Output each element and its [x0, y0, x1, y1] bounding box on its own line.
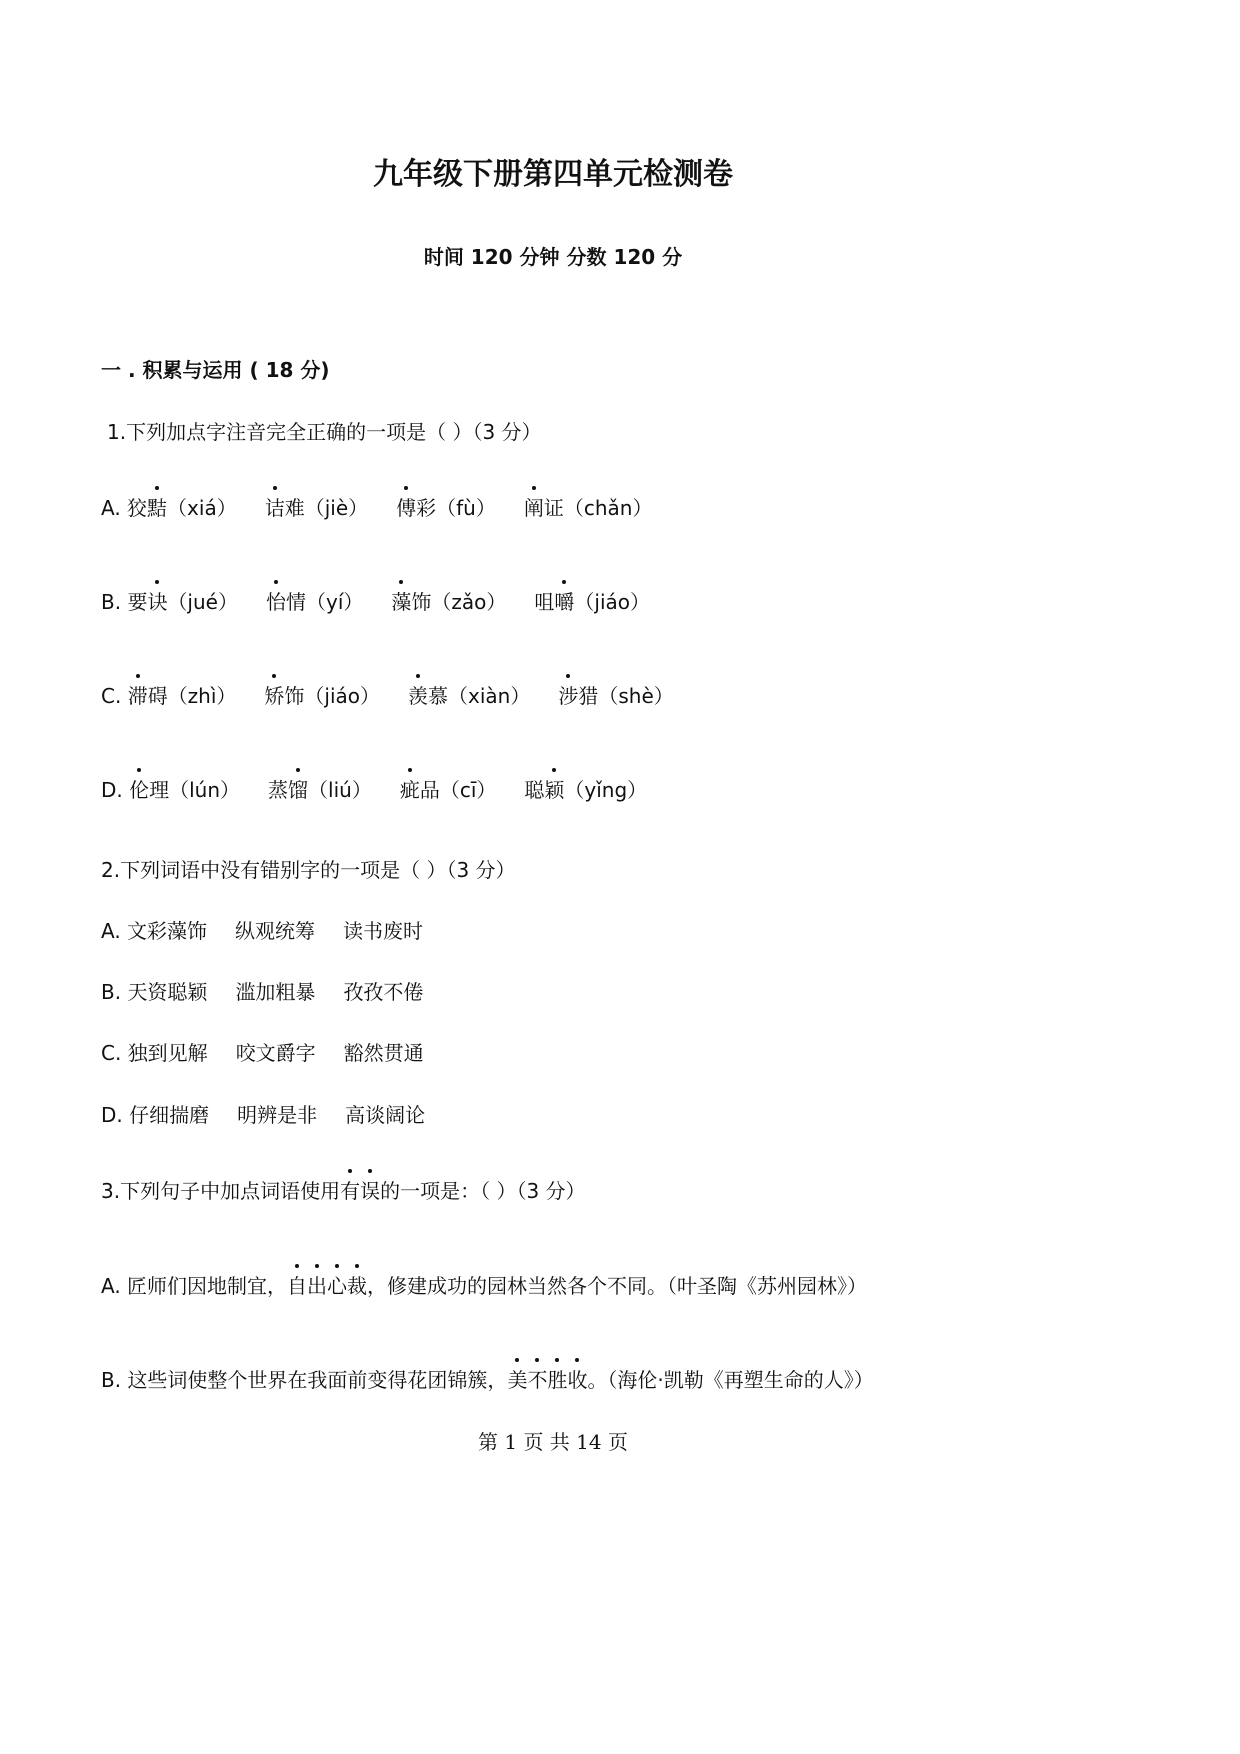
dotted-char: 羡	[408, 684, 429, 708]
char: 咀	[534, 590, 555, 614]
option-label: A.	[101, 1274, 121, 1298]
char: 猎	[578, 684, 599, 708]
pinyin: （jué）	[167, 590, 238, 614]
question-3-stem	[101, 1181, 586, 1201]
word-item	[127, 592, 238, 612]
option-label: C.	[101, 1041, 122, 1065]
dotted-char: 裁	[347, 1274, 368, 1298]
dotted-char: 嚼	[554, 590, 575, 614]
sentence-text: 这些词使整个世界在我面前变得花团锦簇，	[127, 1368, 508, 1392]
stem-text: 的一项是：（ ）（3 分）	[380, 1179, 586, 1203]
char: 品	[419, 778, 440, 802]
exam-info: 时间 120 分钟 分数 120 分	[423, 245, 683, 269]
pinyin: （zǎo）	[431, 590, 507, 614]
sentence-text: ，修建成功的园林当然各个不同。（叶圣陶《苏州园林》）	[367, 1274, 868, 1298]
dotted-char: 黠	[147, 496, 168, 520]
word-item: 纵观统筹	[235, 919, 316, 943]
option-d	[101, 780, 647, 800]
pinyin: （cī）	[439, 778, 497, 802]
option-c	[101, 1043, 424, 1063]
page-title: 九年级下册第四单元检测卷	[373, 157, 733, 192]
word-item	[129, 780, 240, 800]
word-item: 仔细揣磨	[129, 1103, 210, 1127]
option-label: A.	[101, 496, 121, 520]
option-label: B.	[101, 590, 122, 614]
question-1-stem: 1.下列加点字注音完全正确的一项是（ ）（3 分）	[107, 420, 542, 444]
section-heading: 一 . 积累与运用 ( 18 分)	[101, 358, 330, 382]
word-item: 文彩藻饰	[127, 919, 208, 943]
pinyin: （jiè）	[304, 496, 369, 520]
pinyin: （xiá）	[167, 496, 237, 520]
word-item: 豁然贯通	[343, 1041, 424, 1065]
dotted-char: 收	[567, 1368, 588, 1392]
pinyin: （lún）	[169, 778, 241, 802]
word-item	[268, 780, 372, 800]
char: 饰	[284, 684, 305, 708]
word-item: 独到见解	[127, 1041, 208, 1065]
option-label: B.	[101, 980, 122, 1004]
sentence-text: 。（海伦·凯勒《再塑生命的人》）	[587, 1368, 874, 1392]
dotted-char: 傅	[396, 496, 417, 520]
dotted-char: 怡	[265, 590, 286, 614]
pinyin: （yǐng）	[564, 778, 648, 802]
option-label: D.	[101, 1103, 123, 1127]
dotted-char: 有	[340, 1179, 361, 1203]
pinyin: （jiáo）	[304, 684, 381, 708]
pinyin: （zhì）	[167, 684, 237, 708]
pinyin: （fù）	[436, 496, 496, 520]
option-a	[101, 1276, 867, 1296]
dotted-char: 疵	[399, 778, 420, 802]
option-c	[101, 686, 674, 706]
pinyin: （xiàn）	[448, 684, 531, 708]
dotted-char: 矫	[264, 684, 285, 708]
char: 饰	[411, 590, 432, 614]
word-item	[266, 592, 363, 612]
option-d	[101, 1105, 425, 1125]
word-item	[400, 780, 497, 800]
option-label: C.	[101, 684, 122, 708]
word-item: 读书废时	[343, 919, 424, 943]
option-label: A.	[101, 919, 121, 943]
word-item	[524, 498, 653, 518]
dotted-char: 美	[507, 1368, 528, 1392]
word-item	[524, 780, 647, 800]
question-2-stem: 2.下列词语中没有错别字的一项是（ ）（3 分）	[101, 858, 516, 882]
option-b	[101, 982, 423, 1002]
word-item	[265, 498, 368, 518]
dotted-char: 滞	[127, 684, 148, 708]
dotted-char: 不	[527, 1368, 548, 1392]
word-item	[391, 592, 506, 612]
char: 证	[543, 496, 564, 520]
char: 情	[285, 590, 306, 614]
word-item	[127, 498, 237, 518]
dotted-char: 藻	[391, 590, 412, 614]
char: 理	[149, 778, 170, 802]
page-footer: 第 1 页 共 14 页	[478, 1430, 628, 1454]
option-a	[101, 921, 423, 941]
option-label: B.	[101, 1368, 122, 1392]
dotted-char: 馏	[288, 778, 309, 802]
option-label: D.	[101, 778, 123, 802]
char: 蒸	[268, 778, 289, 802]
word-item: 高谈阔论	[345, 1103, 426, 1127]
option-a	[101, 498, 652, 518]
dotted-char: 自	[287, 1274, 308, 1298]
word-item	[558, 686, 673, 706]
pinyin: （liú）	[308, 778, 372, 802]
dotted-char: 出	[307, 1274, 328, 1298]
char: 聪	[524, 778, 545, 802]
option-b	[101, 592, 650, 612]
pinyin: （chǎn）	[563, 496, 653, 520]
dotted-char: 胜	[547, 1368, 568, 1392]
dotted-char: 诀	[147, 590, 168, 614]
word-item	[396, 498, 496, 518]
char: 彩	[416, 496, 437, 520]
dotted-char: 伦	[129, 778, 150, 802]
dotted-char: 心	[327, 1274, 348, 1298]
option-b	[101, 1370, 874, 1390]
word-item	[534, 592, 650, 612]
word-item	[128, 686, 237, 706]
char: 慕	[428, 684, 449, 708]
char: 狡	[127, 496, 148, 520]
word-item: 明辨是非	[237, 1103, 318, 1127]
char: 难	[284, 496, 305, 520]
char: 要	[127, 590, 148, 614]
dotted-char: 涉	[558, 684, 579, 708]
dotted-char: 阐	[523, 496, 544, 520]
word-item	[408, 686, 530, 706]
sentence-text: 匠师们因地制宜，	[127, 1274, 288, 1298]
pinyin: （jiáo）	[574, 590, 650, 614]
word-item: 滥加粗暴	[235, 980, 316, 1004]
stem-text: 3.下列句子中加点词语使用	[101, 1179, 341, 1203]
pinyin: （yí）	[305, 590, 364, 614]
word-item: 天资聪颖	[127, 980, 208, 1004]
pinyin: （shè）	[598, 684, 674, 708]
dotted-char: 颖	[544, 778, 565, 802]
word-item: 孜孜不倦	[343, 980, 424, 1004]
word-item: 咬文爵字	[235, 1041, 316, 1065]
word-item	[264, 686, 380, 706]
dotted-char: 诘	[264, 496, 285, 520]
dotted-char: 误	[360, 1179, 381, 1203]
char: 碍	[147, 684, 168, 708]
